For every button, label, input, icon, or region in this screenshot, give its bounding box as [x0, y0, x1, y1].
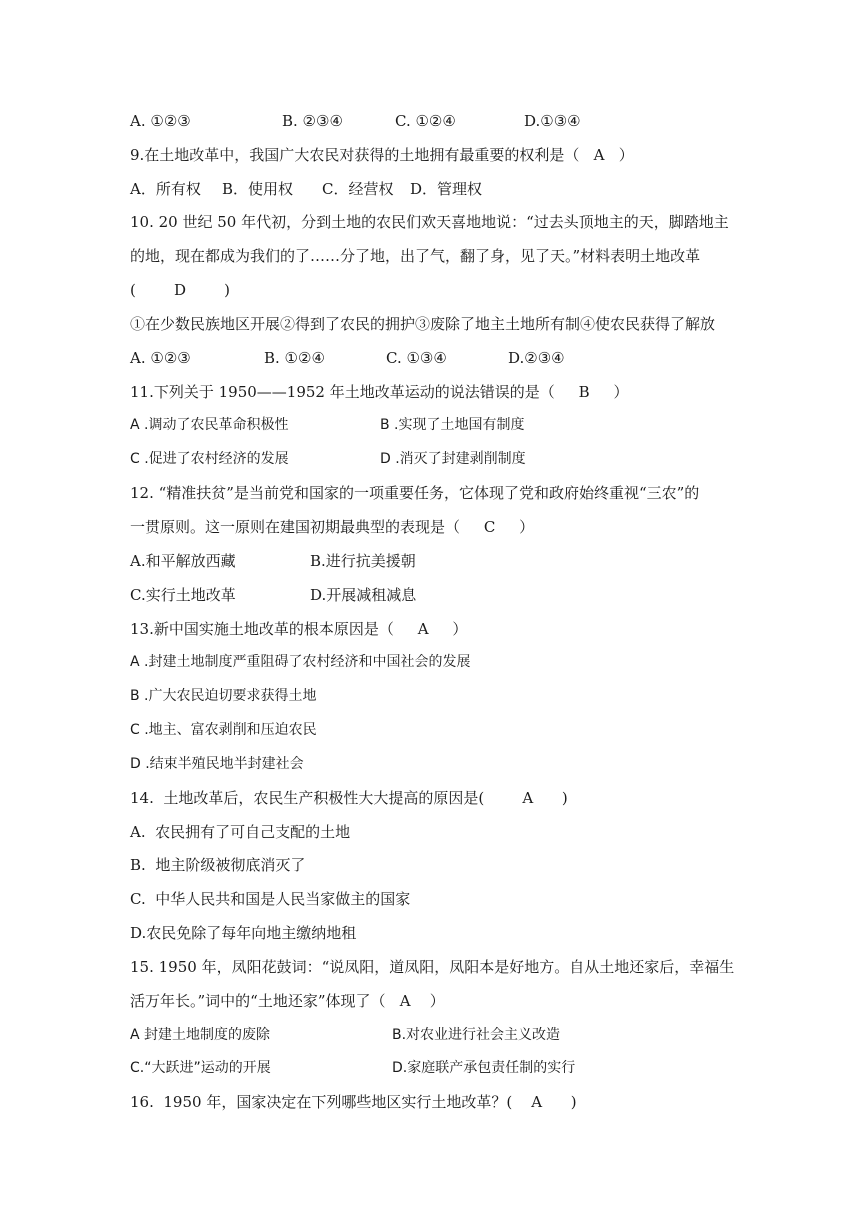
q15-option-d: D.家庭联产承包责任制的实行 — [392, 1060, 576, 1076]
q11-option-b: B .实现了土地国有制度 — [380, 417, 525, 433]
q15-option-b: B.对农业进行社会主义改造 — [392, 1027, 561, 1043]
q11-option-a: A .调动了农民革命积极性 — [130, 417, 289, 433]
q9-option-c: C．经营权 — [322, 180, 394, 198]
q15-stem-line1: 15. 1950 年，凤阳花鼓词：“说凤阳，道凤阳，凤阳本是好地方。自从土地还家后，幸福生 — [130, 958, 735, 976]
q15-stem-line2: 活万年长。”词中的“土地还家”体现了（ A ） — [130, 992, 445, 1010]
q11-option-c: C .促进了农村经济的发展 — [130, 451, 289, 467]
q9-option-d: D．管理权 — [410, 180, 483, 198]
q14-option-d: D.农民免除了每年向地主缴纳地租 — [130, 924, 357, 942]
q10-option-b: B. ①②④ — [264, 349, 325, 367]
q12-option-a: A.和平解放西藏 — [130, 552, 236, 570]
q12-option-b: B.进行抗美援朝 — [310, 552, 416, 570]
q8-option-b: B. ②③④ — [282, 112, 343, 130]
q9-option-a: A．所有权 — [130, 180, 201, 198]
q12-stem-line2: 一贯原则。这一原则在建国初期最典型的表现是（ C ） — [130, 518, 535, 536]
q13-option-d: D .结束半殖民地半封建社会 — [130, 756, 304, 772]
q10-option-c: C. ①③④ — [386, 349, 447, 367]
q12-stem-line1: 12. “精准扶贫”是当前党和国家的一项重要任务，它体现了党和政府始终重视“三农”的 — [130, 484, 700, 502]
q10-statements: ①在少数民族地区开展②得到了农民的拥护③废除了地主土地所有制④使农民获得了解放 — [130, 315, 716, 333]
q10-option-a: A. ①②③ — [130, 349, 191, 367]
q12-option-d: D.开展减租减息 — [310, 586, 417, 604]
q11-stem: 11.下列关于 1950——1952 年土地改革运动的说法错误的是（ B ） — [130, 383, 629, 401]
q15-option-c: C.“大跃进”运动的开展 — [130, 1060, 271, 1076]
q14-option-b: B. 地主阶级被彻底消灭了 — [130, 856, 306, 874]
q15-option-a: A 封建土地制度的废除 — [130, 1027, 271, 1043]
q8-option-a: A. ①②③ — [130, 112, 191, 130]
q9-stem: 9.在土地改革中，我国广大农民对获得的土地拥有最重要的权利是（ A ） — [130, 146, 634, 164]
q14-option-a: A. 农民拥有了可自己支配的土地 — [130, 823, 351, 841]
q8-option-c: C. ①②④ — [395, 112, 456, 130]
q10-option-d: D.②③④ — [508, 349, 565, 367]
q9-option-b: B．使用权 — [222, 180, 294, 198]
q13-option-c: C .地主、富农剥削和压迫农民 — [130, 722, 317, 738]
q14-stem: 14. 土地改革后，农民生产积极性大大提高的原因是( A ) — [130, 789, 568, 807]
q12-option-c: C.实行土地改革 — [130, 586, 236, 604]
q13-option-a: A .封建土地制度严重阻碍了农村经济和中国社会的发展 — [130, 654, 471, 670]
q13-option-b: B .广大农民迫切要求获得土地 — [130, 688, 317, 704]
q10-stem-line2: 的地，现在都成为我们的了……分了地，出了气，翻了身，见了天。”材料表明土地改革 — [130, 247, 701, 265]
q8-option-d: D.①③④ — [524, 112, 581, 130]
q11-option-d: D .消灭了封建剥削制度 — [380, 451, 526, 467]
q10-stem-line1: 10. 20 世纪 50 年代初，分到土地的农民们欢天喜地地说：“过去头顶地主的天，脚踏地主 — [130, 213, 729, 231]
q16-stem: 16. 1950 年，国家决定在下列哪些地区实行土地改革？( A ) — [130, 1093, 577, 1111]
q10-stem-line3: ( D ) — [130, 281, 231, 299]
q13-stem: 13.新中国实施土地改革的根本原因是（ A ） — [130, 620, 468, 638]
q14-option-c: C. 中华人民共和国是人民当家做主的国家 — [130, 890, 411, 908]
